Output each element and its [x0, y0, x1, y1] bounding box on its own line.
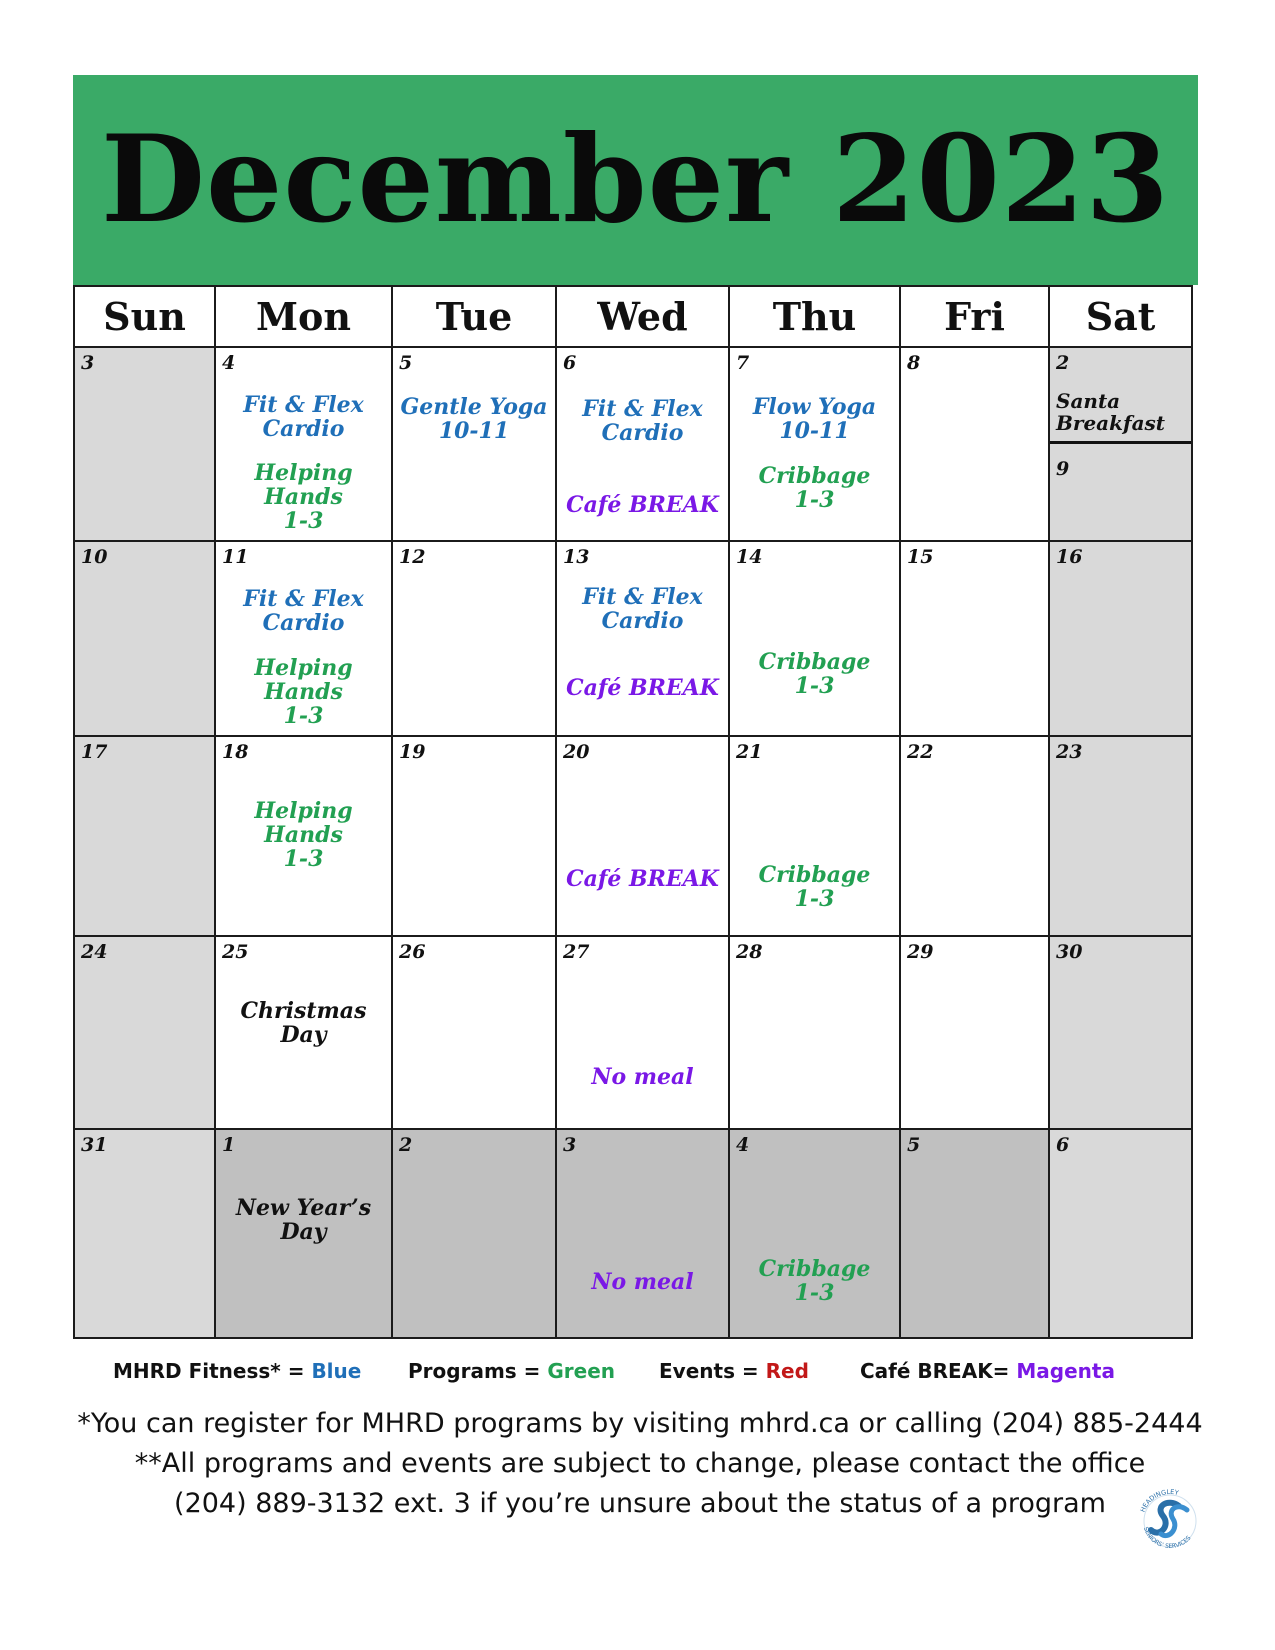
day-cell: [556, 541, 729, 736]
day-cell: [74, 347, 215, 541]
title-banner: [73, 75, 1198, 285]
event-cafe: Café BREAK: [566, 675, 719, 701]
day-number: 11: [222, 546, 249, 568]
day-number: 21: [736, 741, 763, 763]
day-cell: [900, 347, 1049, 541]
weekday-header: Thu: [729, 286, 900, 347]
day-number: 4: [222, 352, 236, 374]
event-cafe: No meal: [591, 1269, 694, 1295]
event-fitness: Gentle Yoga 10-11: [400, 394, 548, 444]
day-cell: [556, 936, 729, 1129]
day-number: 23: [1056, 741, 1083, 763]
day-number: 20: [563, 741, 590, 763]
day-number: 8: [907, 352, 921, 374]
legend-programs: [408, 1359, 615, 1383]
legend-label: MHRD Fitness* =: [113, 1359, 312, 1383]
svg-text:HEADINGLEY: HEADINGLEY: [1138, 1487, 1180, 1514]
day-number: 2: [1056, 352, 1070, 374]
day-number: 31: [81, 1134, 108, 1156]
event-cafe: No meal: [591, 1064, 694, 1090]
day-cell: [215, 347, 392, 541]
week-row: [74, 736, 1192, 936]
weekday-header: Sun: [74, 286, 215, 347]
day-cell: [1049, 736, 1192, 936]
week-row: [74, 347, 1192, 541]
day-cell: [1049, 541, 1192, 736]
day-number: 16: [1056, 546, 1083, 568]
legend-label: Café BREAK=: [860, 1359, 1017, 1383]
day-cell: [392, 1129, 556, 1338]
day-cell: [556, 736, 729, 936]
event-program: Helping Hands 1-3: [254, 798, 353, 872]
day-number: 17: [81, 741, 108, 763]
day-cell-split: [1049, 347, 1192, 541]
event-fitness: Fit & Flex Cardio: [582, 584, 703, 634]
week-row: [74, 1129, 1192, 1338]
legend-label: Programs =: [408, 1359, 548, 1383]
week-row: [74, 541, 1192, 736]
weekday-header: Sat: [1049, 286, 1192, 347]
event-program: Cribbage 1-3: [758, 862, 871, 912]
day-cell: [74, 541, 215, 736]
day-number: 12: [399, 546, 426, 568]
disclaimer-note: **All programs and events are subject to change, please contact the office: [134, 1448, 1146, 1479]
event-program: Cribbage 1-3: [758, 649, 871, 699]
weekday-header: Fri: [900, 286, 1049, 347]
event-program: Helping Hands 1-3: [254, 655, 353, 729]
legend-color-name: Blue: [311, 1359, 362, 1383]
day-cell: [1049, 1129, 1192, 1338]
day-cell: [392, 347, 556, 541]
day-cell: [729, 1129, 900, 1338]
day-number: 22: [907, 741, 934, 763]
event-fitness: Fit & Flex Cardio: [243, 586, 364, 636]
svg-text:SENIORS' SERVICES: SENIORS' SERVICES: [1141, 1526, 1193, 1551]
day-number: 29: [907, 941, 934, 963]
event-fitness: Flow Yoga 10-11: [752, 394, 877, 444]
day-number: 6: [1056, 1134, 1070, 1156]
day-number: 3: [563, 1134, 577, 1156]
day-number: 1: [222, 1134, 236, 1156]
day-number: 25: [222, 941, 249, 963]
legend-events: [659, 1359, 809, 1383]
day-number: 27: [563, 941, 590, 963]
day-cell: [74, 1129, 215, 1338]
day-cell: [1049, 936, 1192, 1129]
weekday-header: Tue: [392, 286, 556, 347]
day-number: 5: [399, 352, 413, 374]
day-cell: [900, 541, 1049, 736]
event-cafe: Café BREAK: [566, 866, 719, 892]
cell-divider: [1050, 441, 1191, 444]
day-number: 14: [736, 546, 763, 568]
day-cell: [74, 736, 215, 936]
day-number: 7: [736, 352, 750, 374]
week-row: [74, 936, 1192, 1129]
legend-color-name: Green: [547, 1359, 616, 1383]
page-title: December 2023: [100, 109, 1171, 250]
event-fitness: Fit & Flex Cardio: [582, 396, 703, 446]
headingley-seniors-services-logo-icon: [1135, 1486, 1205, 1556]
legend-cafe: [860, 1359, 1115, 1383]
day-cell: [729, 936, 900, 1129]
day-cell: [556, 1129, 729, 1338]
day-cell: [900, 1129, 1049, 1338]
day-number: 15: [907, 546, 934, 568]
legend-color-name: Red: [765, 1359, 809, 1383]
event-program: Cribbage 1-3: [758, 463, 871, 513]
day-cell: [392, 736, 556, 936]
event-program: Cribbage 1-3: [758, 1256, 871, 1306]
day-number: 6: [563, 352, 577, 374]
day-cell: [215, 936, 392, 1129]
weekday-header: Wed: [556, 286, 729, 347]
day-cell: [392, 541, 556, 736]
day-number: 10: [81, 546, 108, 568]
day-number: 26: [399, 941, 426, 963]
legend-fitness: [113, 1359, 361, 1383]
day-number: 18: [222, 741, 249, 763]
day-cell: [556, 347, 729, 541]
contact-note: (204) 889-3132 ext. 3 if you’re unsure about the status of a program: [174, 1488, 1106, 1519]
day-cell: [215, 541, 392, 736]
day-number: 5: [907, 1134, 921, 1156]
color-legend: [113, 1359, 1113, 1389]
day-cell: [900, 936, 1049, 1129]
day-cell: [215, 1129, 392, 1338]
day-number: 30: [1056, 941, 1083, 963]
day-cell: [74, 936, 215, 1129]
day-number: 4: [736, 1134, 750, 1156]
day-cell: [392, 936, 556, 1129]
event-fitness: Fit & Flex Cardio: [243, 392, 364, 442]
registration-note: *You can register for MHRD programs by visiting mhrd.ca or calling (204) 885-2444: [77, 1408, 1203, 1439]
day-cell: [729, 541, 900, 736]
weekday-header: Mon: [215, 286, 392, 347]
legend-label: Events =: [659, 1359, 766, 1383]
day-number: 13: [563, 546, 590, 568]
day-cell: [215, 736, 392, 936]
day-number: 3: [81, 352, 95, 374]
calendar-grid: [73, 285, 1193, 1339]
day-number: 9: [1056, 458, 1070, 480]
event-cafe: Café BREAK: [566, 492, 719, 518]
day-number: 19: [399, 741, 426, 763]
event-santa-breakfast: Santa Breakfast: [1056, 389, 1166, 435]
day-number: 2: [399, 1134, 413, 1156]
day-cell: [729, 736, 900, 936]
event-program: Helping Hands 1-3: [254, 460, 353, 534]
event-holiday: Christmas Day: [240, 998, 367, 1048]
legend-color-name: Magenta: [1016, 1359, 1115, 1383]
day-cell: [900, 736, 1049, 936]
day-number: 28: [736, 941, 763, 963]
day-number: 24: [81, 941, 108, 963]
event-holiday: New Year’s Day: [235, 1195, 372, 1245]
weekday-header-row: [74, 286, 1192, 347]
day-cell: [729, 347, 900, 541]
